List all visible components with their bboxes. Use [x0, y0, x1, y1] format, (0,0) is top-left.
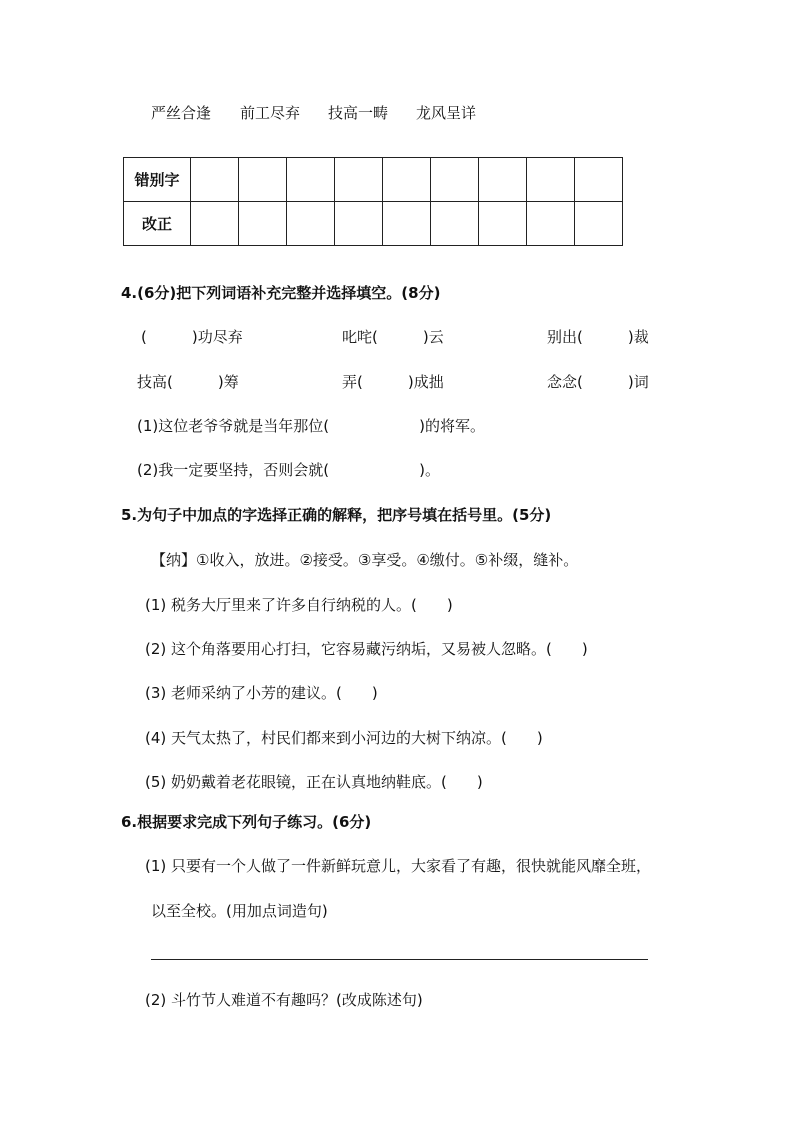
- q4-item: 技高( )筹: [137, 373, 239, 391]
- answer-cell[interactable]: [335, 202, 383, 246]
- answer-cell[interactable]: [191, 202, 239, 246]
- answer-cell[interactable]: [575, 158, 623, 202]
- answer-cell[interactable]: [335, 158, 383, 202]
- answer-cell[interactable]: [527, 158, 575, 202]
- q5-item: (3) 老师采纳了小芳的建议。( ): [145, 684, 378, 702]
- q4-item: 叱咤( )云: [342, 328, 444, 346]
- answer-cell[interactable]: [239, 158, 287, 202]
- answer-cell[interactable]: [287, 202, 335, 246]
- answer-cell[interactable]: [479, 158, 527, 202]
- q6-title: 6.根据要求完成下列句子练习。(6分): [121, 813, 372, 831]
- q4-sentence-2: (2)我一定要坚持，否则会就( )。: [137, 461, 440, 479]
- q6-sentence-1-line-2: 以至全校。(用加点词造句): [151, 902, 328, 920]
- row-header-wrong-chars: 错别字: [124, 158, 191, 202]
- answer-cell[interactable]: [239, 202, 287, 246]
- answer-cell[interactable]: [191, 158, 239, 202]
- answer-cell[interactable]: [575, 202, 623, 246]
- row-header-correction: 改正: [124, 202, 191, 246]
- q6-sentence-2: (2) 斗竹节人难道不有趣吗？(改成陈述句): [145, 991, 423, 1009]
- q5-item: (5) 奶奶戴着老花眼镜，正在认真地纳鞋底。( ): [145, 773, 483, 791]
- q4-title: 4.(6分)把下列词语补充完整并选择填空。(8分): [121, 284, 441, 302]
- q4-item: 弄( )成拙: [342, 373, 444, 391]
- q5-item: (1) 税务大厅里来了许多自行纳税的人。( ): [145, 596, 453, 614]
- answer-cell[interactable]: [431, 202, 479, 246]
- q5-definition: 【纳】①收入，放进。②接受。③享受。④缴付。⑤补缀，缝补。: [151, 551, 579, 569]
- q4-item: 念念( )词: [547, 373, 649, 391]
- table-row-wrong: [124, 158, 623, 202]
- answer-cell[interactable]: [383, 158, 431, 202]
- idiom-1: 严丝合逢: [151, 104, 212, 122]
- answer-cell[interactable]: [287, 158, 335, 202]
- answer-cell[interactable]: [431, 158, 479, 202]
- q6-sentence-1-line-1: (1) 只要有一个人做了一件新鲜玩意儿，大家看了有趣，很快就能风靡全班，: [145, 857, 652, 875]
- q5-item: (2) 这个角落要用心打扫，它容易藏污纳垢，又易被人忽略。( ): [145, 640, 588, 658]
- answer-cell[interactable]: [479, 202, 527, 246]
- correction-table: [123, 157, 623, 246]
- q5-title: 5.为句子中加点的字选择正确的解释，把序号填在括号里。(5分): [121, 506, 552, 524]
- answer-cell[interactable]: [383, 202, 431, 246]
- answer-cell[interactable]: [527, 202, 575, 246]
- q4-item: 别出( )裁: [547, 328, 649, 346]
- table-row-correct: [124, 202, 623, 246]
- q4-item: ( )功尽弃: [141, 328, 243, 346]
- q4-sentence-1: (1)这位老爷爷就是当年那位( )的将军。: [137, 417, 485, 435]
- idiom-4: 龙风呈详: [416, 104, 477, 122]
- idiom-3: 技高一畴: [328, 104, 389, 122]
- q5-item: (4) 天气太热了，村民们都来到小河边的大树下纳凉。( ): [145, 729, 543, 747]
- answer-line[interactable]: [151, 959, 648, 960]
- idiom-2: 前工尽弃: [240, 104, 301, 122]
